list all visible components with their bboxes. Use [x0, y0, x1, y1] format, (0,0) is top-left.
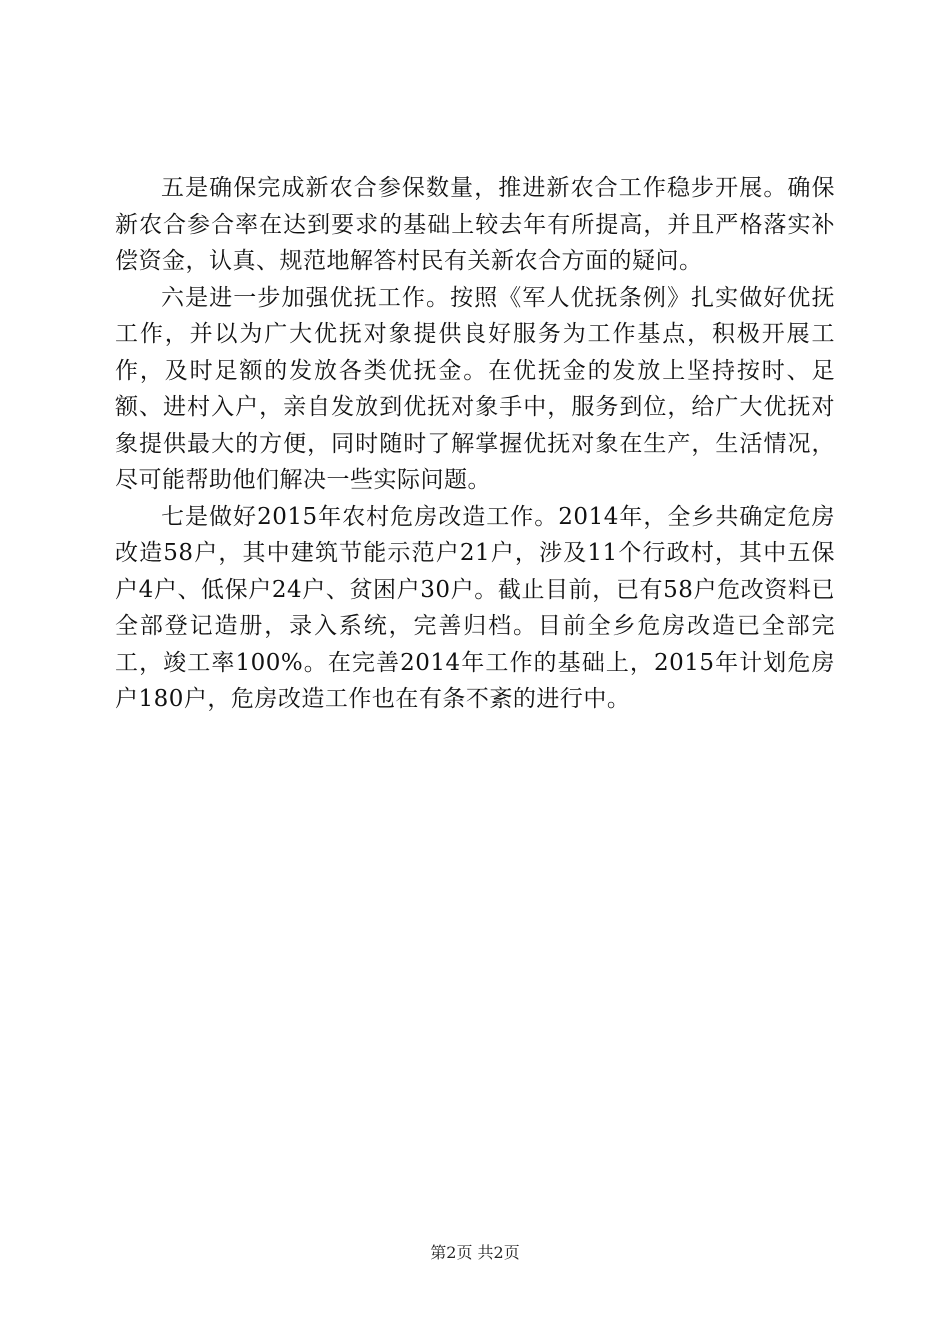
page-number-footer: 第2页 共2页 — [430, 1243, 520, 1262]
paragraph-item-5: 五是确保完成新农合参保数量，推进新农合工作稳步开展。确保新农合参合率在达到要求的基础上较去年有所提高，并且严格落实补偿资金，认真、规范地解答村民有关新农合方面的疑问。 — [115, 175, 835, 274]
paragraph-item-7: 七是做好2015年农村危房改造工作。2014年，全乡共确定危房改造58户，其中建筑节能示范户21户，涉及11个行政村，其中五保户4户、低保户24户、贫困户30户。截止目前，已有58户危改资料已全部登记造册，录入系统，完善归档。目前全乡危房改造已全部完工，竣工率100%。在完善2014年工作的基础上，2015年计划危房户180户，危房改造工作也在有条不紊的进行中。 — [115, 503, 835, 712]
paragraph-item-6: 六是进一步加强优抚工作。按照《军人优抚条例》扎实做好优抚工作，并以为广大优抚对象提供良好服务为工作基点，积极开展工作，及时足额的发放各类优抚金。在优抚金的发放上坚持按时、足额、进村入户，亲自发放到优抚对象手中，服务到位，给广大优抚对象提供最大的方便，同时随时了解掌握优抚对象在生产，生活情况，尽可能帮助他们解决一些实际问题。 — [115, 284, 835, 493]
document-body — [115, 170, 835, 718]
